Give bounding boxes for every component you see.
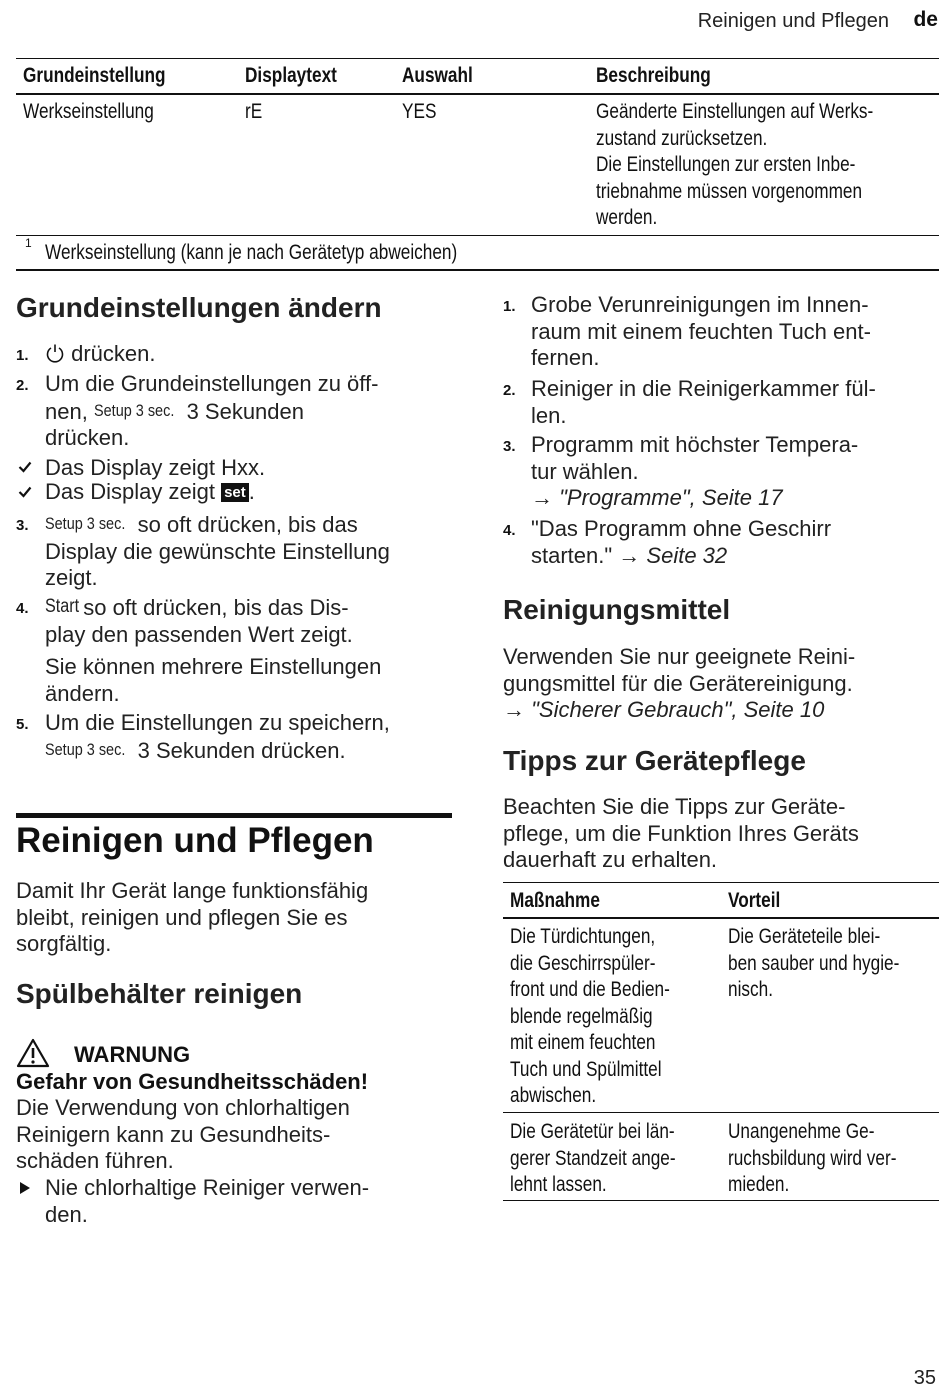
arrow-icon: → — [503, 697, 532, 722]
table-top-rule — [16, 58, 939, 59]
tips-table-header-rule — [503, 917, 939, 919]
table-bottom-rule — [16, 269, 939, 271]
arrow-icon: → — [618, 542, 647, 568]
step-number: 3. — [16, 517, 29, 534]
chapter-rule — [16, 813, 452, 818]
bullet-triangle-icon — [20, 1181, 30, 1199]
desc-line: Die Einstellungen zur ersten Inbe- — [596, 153, 856, 176]
setup-key-label: Setup 3 sec. — [45, 514, 126, 533]
footnote-text: Werkseinstellung (kann je nach Gerätetyp abweichen) — [45, 241, 458, 264]
warning-headline: Gefahr von Gesundheitsschäden! — [16, 1069, 369, 1094]
step-number: 2. — [16, 377, 29, 394]
clean-step-2: Reiniger in die Reinigerkammer fül- len. — [531, 376, 876, 428]
step-number: 4. — [503, 522, 516, 539]
step-5: Um die Einstellungen zu speichern, Setup 3 sec. 3 Sekunden drücken. — [45, 710, 390, 763]
clean-step-4: "Das Programm ohne Geschirr starten." → Seite 32 — [531, 516, 832, 568]
page-number: 35 — [913, 1367, 936, 1389]
start-key-label: Start — [45, 596, 80, 617]
cell-display: rE — [245, 100, 263, 123]
check-icon — [18, 483, 32, 504]
step-number: 1. — [503, 298, 516, 315]
warning-triangle-icon — [16, 1038, 50, 1073]
step-2: Um die Grundeinstellungen zu öff- nen, Setup 3 sec. 3 Sekunden drücken. — [45, 371, 379, 450]
cross-reference-link[interactable]: Seite 32 — [646, 542, 728, 568]
chapter-title: Reinigen und Pflegen — [16, 821, 374, 860]
desc-line: Geänderte Einstellungen auf Werks- — [596, 100, 874, 123]
warning-text: Die Verwendung von chlorhaltigen Reinigern kann zu Gesundheits- schäden führen. — [16, 1095, 350, 1173]
section-title-change-settings: Grundeinstellungen ändern — [16, 292, 382, 323]
setup-key-label: Setup 3 sec. — [93, 400, 175, 420]
step-4: Start so oft drücken, bis das Dis- play den passenden Wert zeigt. — [45, 595, 353, 647]
section-title-agents: Reinigungsmittel — [503, 594, 731, 625]
tips-table-bottom-rule — [503, 1200, 939, 1201]
step-number: 5. — [16, 716, 29, 733]
clean-step-3: Programm mit höchster Tempera- tur wählen. → "Programme", Seite 17 — [531, 432, 859, 510]
step-3: Setup 3 sec. so oft drücken, bis das Display die gewünschte Einstellung zeigt. — [45, 512, 390, 590]
col-header-description: Beschreibung — [596, 64, 711, 87]
desc-line: zustand zurücksetzen. — [596, 126, 768, 150]
cell-choice: YES — [402, 100, 437, 123]
chapter-intro: Damit Ihr Gerät lange funktionsfähig bleibt, reinigen und pflegen Sie es sorgfältig. — [16, 878, 369, 956]
step-number: 1. — [16, 347, 29, 364]
table-row-1-measure: Die Türdichtungen, die Geschirrspüler- front und die Bedien- blende regelmäßig mit einem feuchten Tuch und Spülmittel abwischen. — [510, 925, 670, 1107]
result-1: Das Display zeigt Hxx. — [45, 455, 266, 480]
step-1: drücken. — [45, 341, 156, 370]
col-header-setting: Grundeinstellung — [23, 64, 166, 87]
step-4-note: Sie können mehrere Einstellungen ändern. — [45, 654, 382, 706]
agents-text: Verwenden Sie nur geeignete Reini- gungsmittel für die Gerätereinigung. → "Sicherer Gebrauch", Seite 10 — [503, 644, 856, 722]
table-header-rule — [16, 93, 939, 95]
cross-reference-link[interactable]: "Sicherer Gebrauch", Seite 10 — [531, 697, 825, 722]
arrow-icon: → — [531, 485, 560, 510]
cell-setting: Werkseinstellung — [23, 100, 154, 123]
warning-instruction: Nie chlorhaltige Reiniger verwen- den. — [45, 1175, 370, 1227]
power-icon — [45, 343, 65, 370]
table-row-1-benefit: Die Geräteteile blei- ben sauber und hygie- nisch. — [728, 925, 900, 1001]
table-row-rule — [16, 235, 939, 236]
col-header-benefit: Vorteil — [728, 889, 781, 912]
cell-description — [596, 99, 873, 232]
step-number: 3. — [503, 438, 516, 455]
col-header-choice: Auswahl — [402, 64, 473, 87]
warning-label: WARNUNG — [74, 1042, 191, 1067]
check-icon — [18, 458, 32, 479]
section-title-tips: Tipps zur Gerätepflege — [503, 745, 806, 776]
setup-key-label: Setup 3 sec. — [45, 739, 126, 759]
col-header-display: Displaytext — [245, 64, 337, 87]
table-row-2-benefit: Unangenehme Ge- ruchsbildung wird ver- mieden. — [728, 1120, 897, 1196]
tips-table-row-rule — [503, 1112, 939, 1113]
section-title-tank: Spülbehälter reinigen — [16, 978, 303, 1009]
step-number: 2. — [503, 382, 516, 399]
tips-table-top-rule — [503, 882, 939, 883]
step-number: 4. — [16, 600, 29, 617]
col-header-measure: Maßnahme — [510, 889, 600, 912]
clean-step-1: Grobe Verunreinigungen im Innen- raum mit einem feuchten Tuch ent- fernen. — [531, 292, 871, 370]
cross-reference-link[interactable]: "Programme", Seite 17 — [559, 485, 783, 510]
desc-line: triebnahme müssen vorgenommen — [596, 179, 863, 203]
running-header-title: Reinigen und Pflegen — [697, 10, 889, 32]
table-row-2-measure: Die Gerätetür bei län- gerer Standzeit ange- lehnt lassen. — [510, 1120, 676, 1196]
language-code: de — [913, 8, 938, 31]
footnote-mark: 1 — [25, 236, 32, 250]
result-2: Das Display zeigt set . — [45, 479, 255, 504]
desc-line: werden. — [596, 206, 658, 229]
tips-text: Beachten Sie die Tipps zur Geräte- pflege, um die Funktion Ihres Geräts dauerhaft zu erhalten. — [503, 794, 859, 872]
set-display-badge: set — [221, 483, 249, 502]
